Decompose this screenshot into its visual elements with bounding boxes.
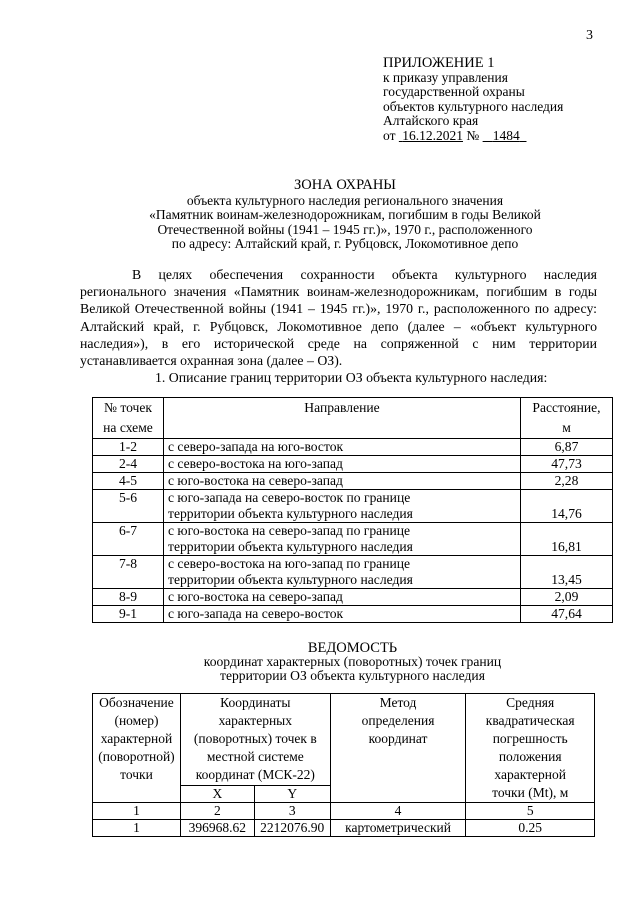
table-row: 7-8 с северо-востока на юго-запад по границе территории объекта культурного наследия 13,45 [93,556,613,589]
section-heading: 1. Описание границ территории ОЗ объекта культурного наследия: [155,370,548,386]
header-distance: Расстояние, м [521,398,613,439]
table-row: 6-7 с юго-востока на северо-запад по границе территории объекта культурного наследия 16,81 [93,523,613,556]
coordinates-table [92,693,595,837]
table-row: 1 396968.62 2212076.90 картометрический 0.25 [93,820,595,837]
order-date: 16.12.2021 [402,127,463,143]
table-numbering-row: 1 2 3 4 5 [93,803,595,820]
document-title: ЗОНА ОХРАНЫ [294,177,396,193]
document-title-block [60,178,630,252]
intro-paragraph: В целях обеспечения сохранности объекта культурного наследия регионального значения «Памятник воинам-железнодорожникам, погибшим в годы Великой Отечественной войны (1941 – 1945 гг.)», 1970 г., расположенного по адресу: Алтайский край, г. Рубцовск, Локомотивное депо (далее – «объект культурного наследия»), в его исторической среде на сопряженной с ним территории устанавливается охранная зона (далее – ОЗ). [80,267,597,369]
title-line: «Памятник воинам-железнодорожникам, погибшим в годы Великой [149,207,541,223]
intro-text [80,266,597,386]
title-line: по адресу: Алтайский край, г. Рубцовск, Локомотивное депо [171,236,519,252]
title-line: объекта культурного наследия регионального значения [186,192,504,208]
table-row: 4-5 с юго-востока на северо-запад 2,28 [93,473,613,490]
statement-line: координат характерных (поворотных) точек границ [203,654,502,670]
date-prefix: от [383,127,399,143]
header-method: Метод определения координат [330,694,466,803]
statement-line: территории ОЗ объекта культурного наследия [220,668,485,684]
header-y: Y [254,785,330,802]
appendix-line: государственной охраны [383,84,525,99]
header-error: Средняя квадратическая погрешность положения характерной точки (Mt), м [466,694,595,803]
statement-heading [92,641,613,684]
order-number: 1484 [492,127,520,143]
header-designation: Обозначение (номер) характерной (поворотной) точки [93,694,181,803]
title-line: Отечественной войны (1941 – 1945 гг.)», 1970 г., расположенного [157,221,533,237]
header-direction: Направление [164,398,521,439]
appendix-heading: ПРИЛОЖЕНИЕ 1 [383,55,495,71]
table-row: 9-1 с юго-запада на северо-восток 47,64 [93,606,613,623]
borders-table [92,397,613,623]
table-row: 5-6 с юго-запада на северо-восток по границе территории объекта культурного наследия 14,76 [93,490,613,523]
page-number: 3 [586,28,593,43]
appendix-date-line [383,129,623,144]
number-prefix: № [462,127,483,143]
table-header-row [93,398,613,439]
appendix-line: Алтайского края [383,113,479,128]
table-row: 8-9 с юго-востока на северо-запад 2,09 [93,589,613,606]
header-x: X [180,785,254,802]
appendix-line: объектов культурного наследия [383,98,564,114]
table-row: 2-4 с северо-востока на юго-запад 47,73 [93,456,613,473]
header-points: № точек на схеме [93,398,164,439]
appendix-line: к приказу управления [383,69,508,85]
appendix-block [383,56,623,143]
table-header-row [93,694,595,786]
table-row: 1-2 с северо-запада на юго-восток 6,87 [93,439,613,456]
statement-title: ВЕДОМОСТЬ [307,640,398,656]
header-coordinates: Координаты характерных (поворотных) точек в местной системе координат (МСК-22) [180,694,330,786]
